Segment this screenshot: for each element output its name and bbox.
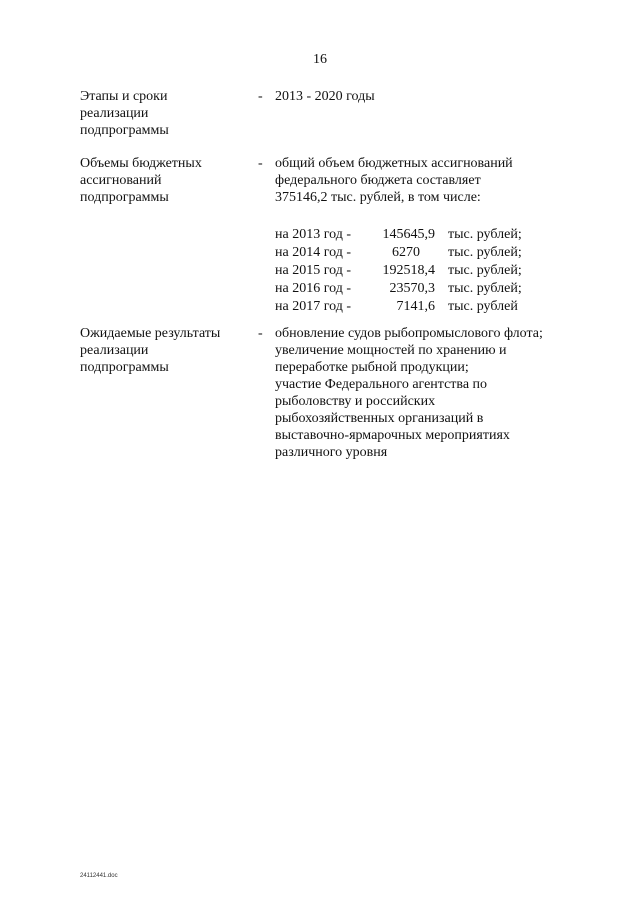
section-label — [80, 325, 250, 376]
section-content — [275, 325, 575, 461]
dash-separator: - — [258, 89, 263, 104]
label-line: реализации — [80, 343, 149, 358]
funding-amount: 7141,6 — [396, 299, 435, 314]
label-line: Этапы и сроки — [80, 89, 168, 104]
content-line: федерального бюджета составляет — [275, 173, 481, 188]
label-line: подпрограммы — [80, 190, 169, 205]
content-line: 2013 - 2020 годы — [275, 89, 375, 104]
funding-amount: 23570,3 — [389, 281, 435, 296]
content-line: участие Федерального агентства по — [275, 377, 488, 392]
dash-separator: - — [258, 156, 263, 171]
funding-amount: 145645,9 — [382, 227, 435, 242]
document-filename: 24112441.doc — [80, 873, 118, 879]
content-line: увеличение мощностей по хранению и — [275, 343, 507, 358]
page-number: 16 — [313, 52, 327, 67]
content-line: 375146,2 тыс. рублей, в том числе: — [275, 190, 481, 205]
content-line: различного уровня — [275, 445, 388, 460]
funding-unit: тыс. рублей; — [448, 263, 522, 278]
section-content — [275, 155, 575, 206]
label-line: реализации — [80, 106, 149, 121]
section-content — [275, 88, 575, 105]
label-line: Ожидаемые результаты — [80, 326, 221, 341]
funding-unit: тыс. рублей; — [448, 281, 522, 296]
funding-unit: тыс. рублей; — [448, 227, 522, 242]
content-line: выставочно-ярмарочных мероприятиях — [275, 428, 510, 443]
label-line: подпрограммы — [80, 360, 169, 375]
funding-unit: тыс. рублей — [448, 299, 518, 314]
content-line: переработке рыбной продукции; — [275, 360, 469, 375]
funding-year: на 2013 год - — [275, 227, 351, 242]
funding-amount: 192518,4 — [382, 263, 435, 278]
dash-separator: - — [258, 326, 263, 341]
label-line: ассигнований — [80, 173, 162, 188]
funding-year: на 2017 год - — [275, 299, 351, 314]
funding-year: на 2014 год - — [275, 245, 351, 260]
content-line: обновление судов рыбопромыслового флота; — [275, 326, 543, 341]
funding-amount: 6270 — [392, 245, 420, 260]
section-label — [80, 88, 250, 139]
label-line: Объемы бюджетных — [80, 156, 202, 171]
label-line: подпрограммы — [80, 123, 169, 138]
funding-unit: тыс. рублей; — [448, 245, 522, 260]
section-label — [80, 155, 250, 206]
funding-year: на 2015 год - — [275, 263, 351, 278]
content-line: рыболовству и российских — [275, 394, 436, 409]
content-line: рыбохозяйственных организаций в — [275, 411, 484, 426]
content-line: общий объем бюджетных ассигнований — [275, 156, 513, 171]
funding-year: на 2016 год - — [275, 281, 351, 296]
